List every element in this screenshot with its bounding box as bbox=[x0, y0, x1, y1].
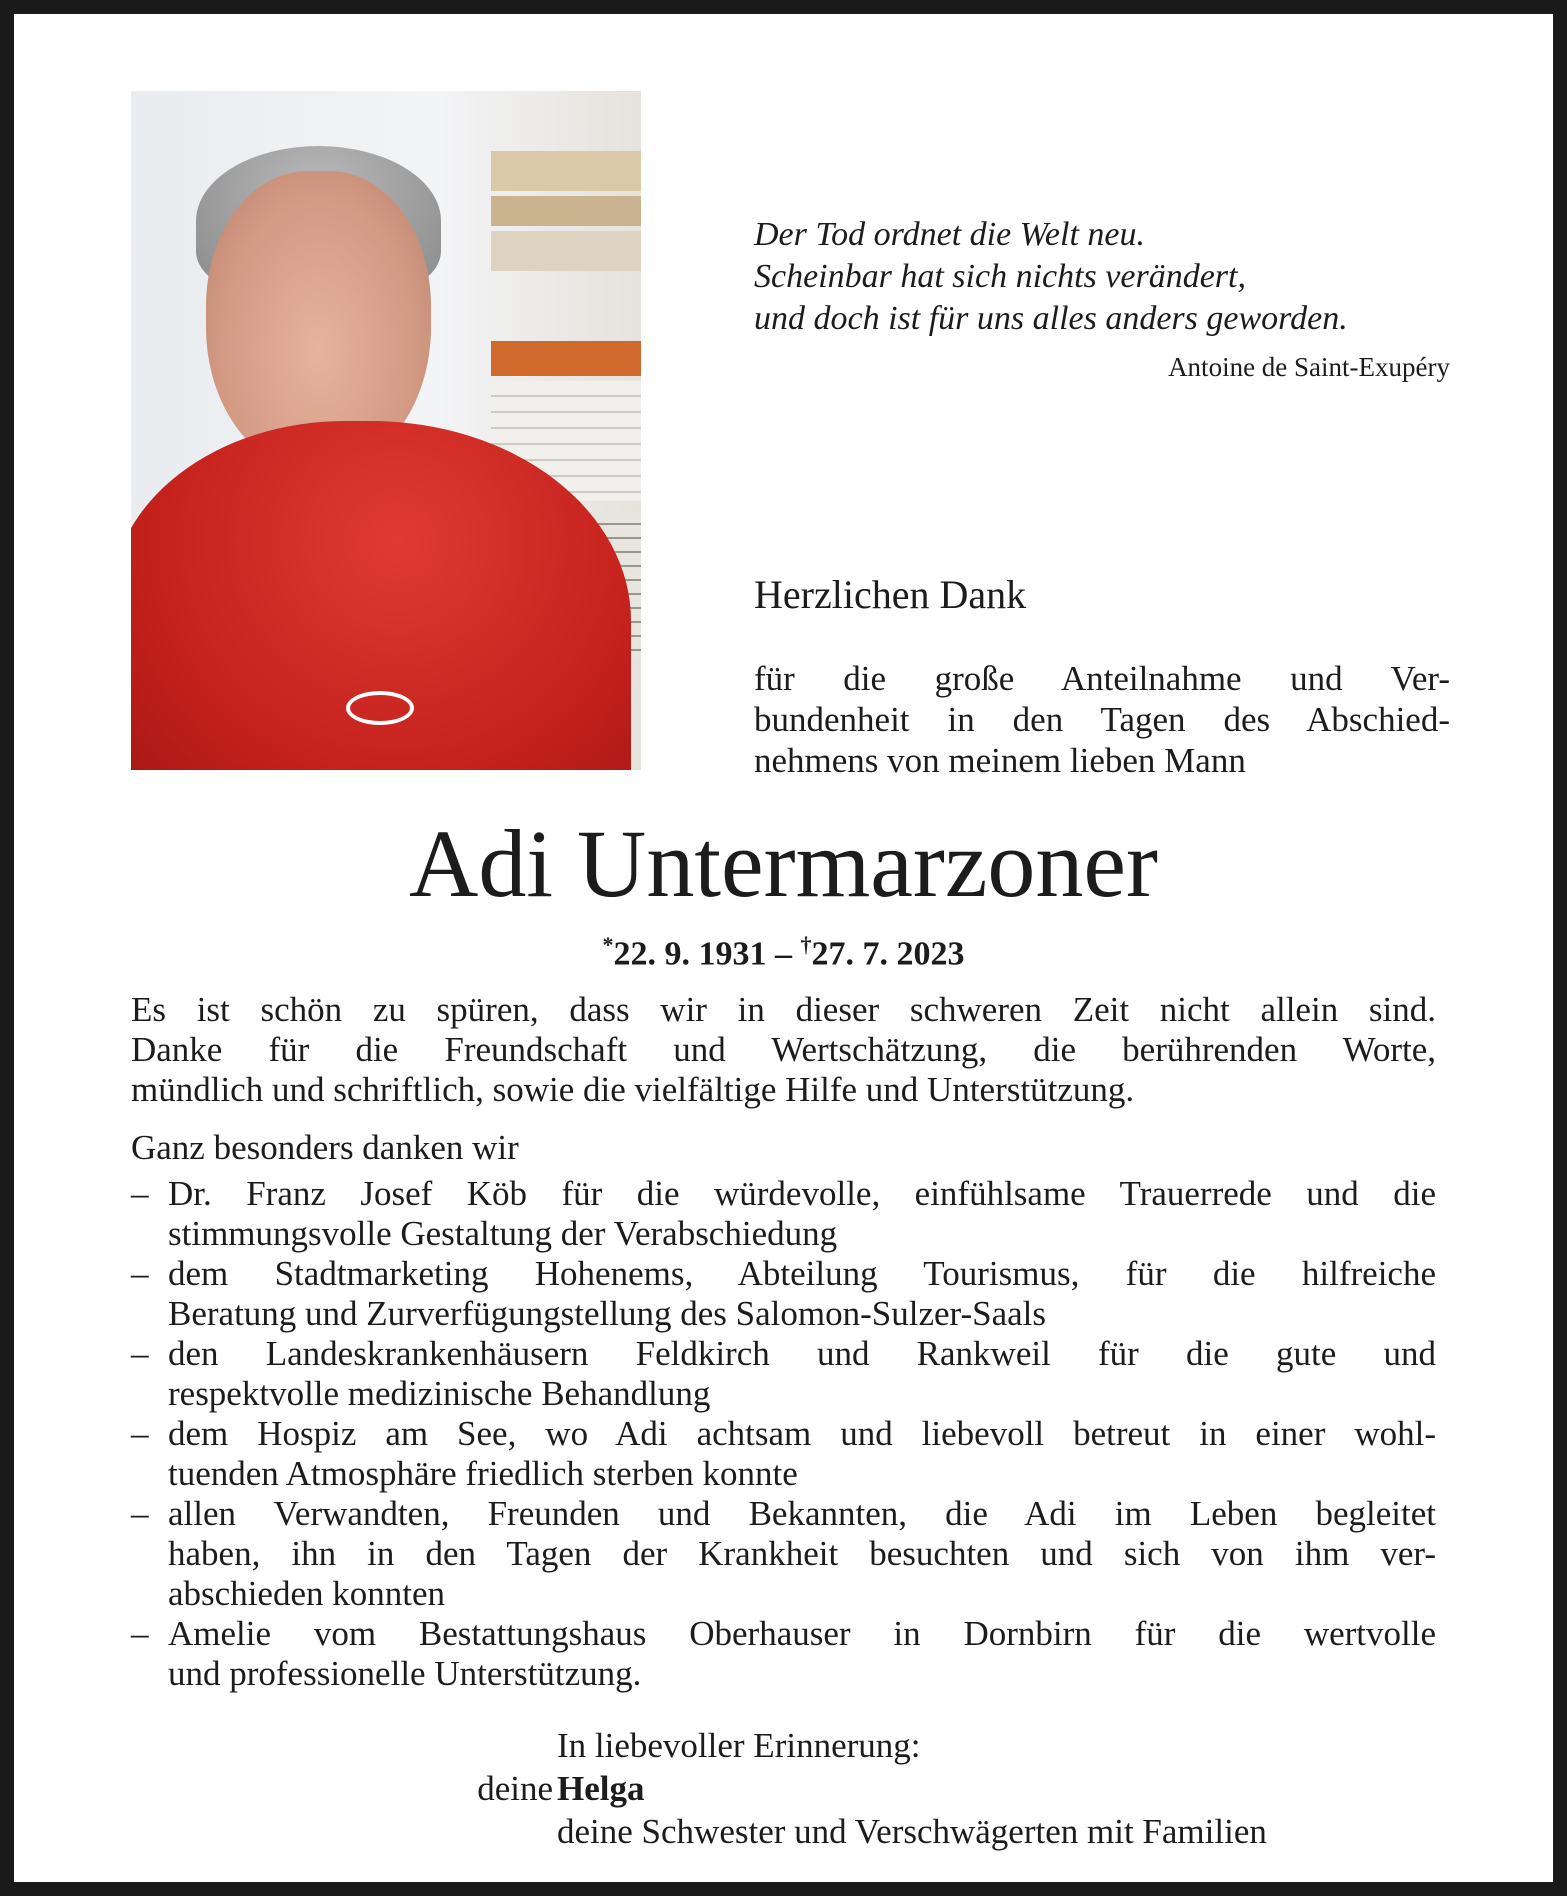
signature-family: deine Schwester und Verschwägerten mit Familien bbox=[557, 1812, 1267, 1851]
signature-name: Helga bbox=[557, 1769, 645, 1808]
list-item-line: den Landeskrankenhäusern Feldkirch und Rankweil für die gute und bbox=[168, 1334, 1436, 1373]
quote-line: und doch ist für uns alles anders geworden. bbox=[754, 300, 1348, 337]
dash-icon: – bbox=[131, 1414, 149, 1453]
intro-paragraph bbox=[131, 990, 1436, 1110]
thanks-line: bundenheit in den Tagen des Abschied- bbox=[754, 700, 1450, 739]
dash-icon: – bbox=[131, 1174, 149, 1213]
portrait-photo bbox=[131, 91, 641, 770]
list-item-line: stimmungsvolle Gestaltung der Verabschiedung bbox=[168, 1214, 838, 1253]
umbro-logo-icon bbox=[346, 691, 414, 725]
list-item bbox=[131, 1614, 1436, 1694]
death-date: 27. 7. 2023 bbox=[811, 935, 965, 973]
birth-date: 22. 9. 1931 bbox=[613, 935, 767, 973]
list-item bbox=[131, 1494, 1436, 1614]
intro-line: mündlich und schriftlich, sowie die vielfältige Hilfe und Unterstützung. bbox=[131, 1070, 1135, 1109]
list-item-line: Beratung und Zurverfügungstellung des Salomon-Sulzer-Saals bbox=[168, 1294, 1047, 1333]
list-item-line: Amelie vom Bestattungshaus Oberhauser in Dornbirn für die wertvolle bbox=[168, 1614, 1436, 1653]
list-item bbox=[131, 1254, 1436, 1334]
special-thanks-heading: Ganz besonders danken wir bbox=[131, 1128, 519, 1167]
quote-author: Antoine de Saint-Exupéry bbox=[1168, 352, 1450, 382]
list-item bbox=[131, 1414, 1436, 1494]
list-item-line: Dr. Franz Josef Köb für die würdevolle, einfühlsame Trauerrede und die bbox=[168, 1174, 1436, 1213]
quote-line: Der Tod ordnet die Welt neu. bbox=[754, 216, 1145, 253]
obituary-page bbox=[14, 14, 1553, 1882]
death-cross-icon: † bbox=[800, 932, 812, 957]
list-item-line: respektvolle medizinische Behandlung bbox=[168, 1374, 711, 1413]
list-item-line: abschieden konnten bbox=[168, 1574, 445, 1613]
list-item-line: und professionelle Unterstützung. bbox=[168, 1654, 642, 1693]
list-item-line: allen Verwandten, Freunden und Bekannten, die Adi im Leben begleitet bbox=[168, 1494, 1436, 1533]
dash-icon: – bbox=[131, 1334, 149, 1373]
thanks-list bbox=[131, 1174, 1436, 1694]
life-dates bbox=[14, 932, 1553, 973]
intro-line: Danke für die Freundschaft und Wertschätzung, die berührenden Worte, bbox=[131, 1030, 1436, 1069]
closing: In liebevoller Erinnerung: bbox=[557, 1726, 921, 1765]
dash-icon: – bbox=[131, 1614, 149, 1653]
quote-line: Scheinbar hat sich nichts verändert, bbox=[754, 258, 1246, 295]
quote bbox=[754, 214, 1348, 340]
dash-icon: – bbox=[131, 1254, 149, 1293]
thanks-title: Herzlichen Dank bbox=[754, 572, 1027, 617]
list-item-line: dem Stadtmarketing Hohenems, Abteilung Tourismus, für die hilfreiche bbox=[168, 1254, 1436, 1293]
date-separator: – bbox=[766, 935, 801, 973]
list-item-line: haben, ihn in den Tagen der Krankheit besuchten und sich von ihm ver- bbox=[168, 1534, 1436, 1573]
body-text bbox=[131, 990, 1436, 1694]
thanks-line: für die große Anteilnahme und Ver- bbox=[754, 659, 1450, 698]
thanks-text bbox=[754, 658, 1450, 781]
dash-icon: – bbox=[131, 1494, 149, 1533]
birth-star-icon: * bbox=[602, 932, 614, 957]
list-item-line: tuenden Atmosphäre friedlich sterben konnte bbox=[168, 1454, 798, 1493]
list-item bbox=[131, 1334, 1436, 1414]
intro-line: Es ist schön zu spüren, dass wir in dieser schweren Zeit nicht allein sind. bbox=[131, 990, 1436, 1029]
signature-prefix: deine bbox=[477, 1769, 553, 1808]
deceased-name: Adi Untermarzoner bbox=[408, 810, 1158, 917]
thanks-line: nehmens von meinem lieben Mann bbox=[754, 741, 1246, 780]
list-item bbox=[131, 1174, 1436, 1254]
list-item-line: dem Hospiz am See, wo Adi achtsam und liebevoll betreut in einer wohl- bbox=[168, 1414, 1436, 1453]
signature bbox=[14, 1724, 1553, 1853]
